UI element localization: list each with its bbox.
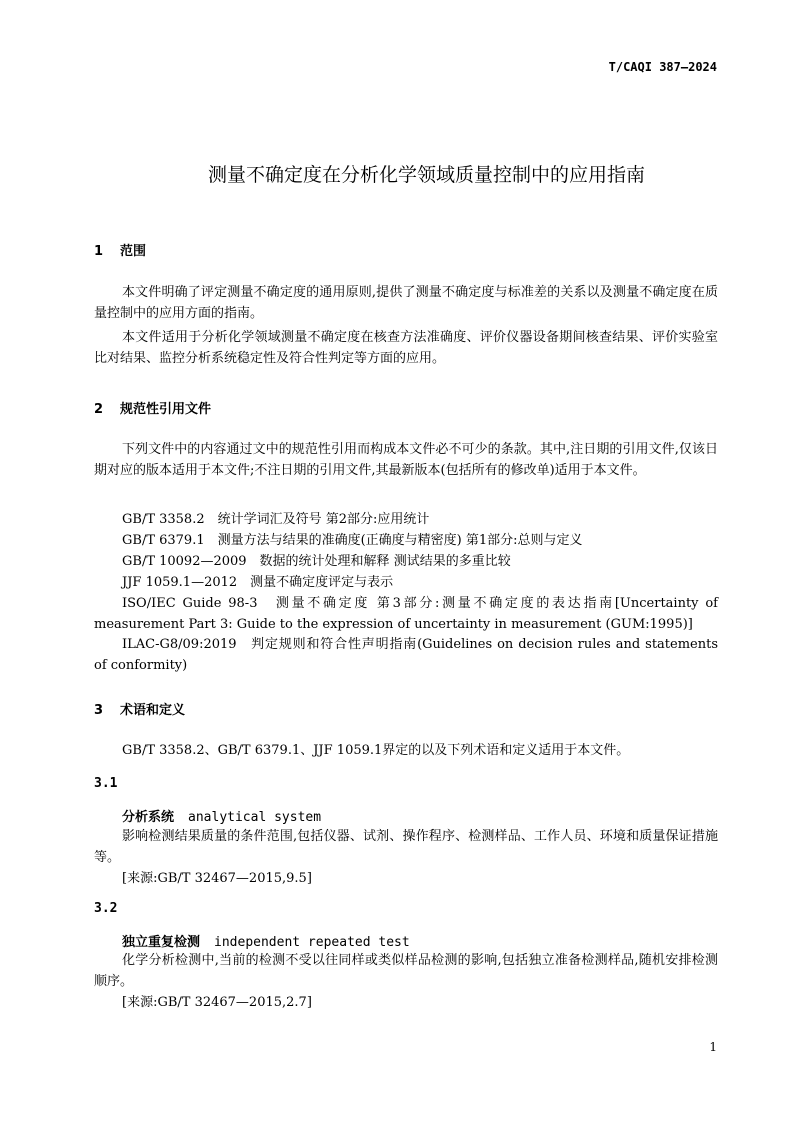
term-en: independent repeated test bbox=[214, 935, 410, 950]
page-title: 测量不确定度在分析化学领域质量控制中的应用指南 bbox=[207, 164, 645, 186]
paragraph: 本文件适用于分析化学领域测量不确定度在核查方法准确度、评价仪器设备期间核查结果、评价实验室比对结果、监控分析系统稳定性及符合性判定等方面的应用。 bbox=[94, 330, 718, 366]
section-title: 范围 bbox=[120, 244, 147, 259]
reference-item: GB/T 3358.2 统计学词汇及符号 第2部分:应用统计 bbox=[122, 512, 430, 527]
term-zh: 独立重复检测 bbox=[122, 935, 201, 950]
paragraph: 下列文件中的内容通过文中的规范性引用而构成本文件必不可少的条款。其中,注日期的引用文件,仅该日期对应的版本适用于本文件;不注日期的引用文件,其最新版本(包括所有的修改单)适用于本文件。 bbox=[94, 442, 718, 478]
section-1-heading bbox=[94, 240, 146, 259]
term-source: [来源:GB/T 32467—2015,9.5] bbox=[122, 871, 312, 886]
section-2-heading bbox=[94, 398, 211, 417]
paragraph: GB/T 3358.2、GB/T 6379.1、JJF 1059.1界定的以及下列术语和定义适用于本文件。 bbox=[122, 743, 630, 758]
section-title: 规范性引用文件 bbox=[120, 402, 212, 417]
section-title: 术语和定义 bbox=[120, 703, 186, 718]
section-number: 3 bbox=[94, 703, 104, 718]
section-3-heading bbox=[94, 699, 185, 718]
section-number: 1 bbox=[94, 244, 104, 259]
term-source: [来源:GB/T 32467—2015,2.7] bbox=[122, 995, 312, 1010]
reference-item: GB/T 6379.1 测量方法与结果的准确度(正确度与精密度) 第1部分:总则与定义 bbox=[122, 533, 583, 548]
reference-item: ILAC-G8/09:2019 判定规则和符合性声明指南(Guidelines on decision rules and statements of conformity) bbox=[94, 637, 718, 673]
subsection-number: 3.1 bbox=[94, 776, 118, 791]
term-entry bbox=[122, 931, 410, 950]
term-zh: 分析系统 bbox=[122, 810, 175, 825]
reference-item: ISO/IEC Guide 98-3 测量不确定度 第3部分:测量不确定度的表达指南[Uncertainty of measurement Part 3: Guide to the expression of uncertainty in measurement (GUM:1995)] bbox=[94, 596, 718, 632]
reference-item: JJF 1059.1—2012 测量不确定度评定与表示 bbox=[122, 575, 394, 590]
paragraph: 本文件明确了评定测量不确定度的通用原则,提供了测量不确定度与标准差的关系以及测量不确定度在质量控制中的应用方面的指南。 bbox=[94, 285, 718, 321]
page-number: 1 bbox=[709, 1040, 717, 1054]
term-definition: 化学分析检测中,当前的检测不受以往同样或类似样品检测的影响,包括独立准备检测样品,随机安排检测顺序。 bbox=[94, 953, 718, 989]
document-number: T/CAQI 387—2024 bbox=[608, 60, 717, 74]
subsection-number: 3.2 bbox=[94, 901, 118, 916]
section-number: 2 bbox=[94, 402, 104, 417]
reference-item: GB/T 10092—2009 数据的统计处理和解释 测试结果的多重比较 bbox=[122, 554, 511, 569]
term-en: analytical system bbox=[188, 810, 322, 825]
term-entry bbox=[122, 806, 321, 825]
term-definition: 影响检测结果质量的条件范围,包括仪器、试剂、操作程序、检测样品、工作人员、环境和质量保证措施等。 bbox=[94, 829, 718, 865]
